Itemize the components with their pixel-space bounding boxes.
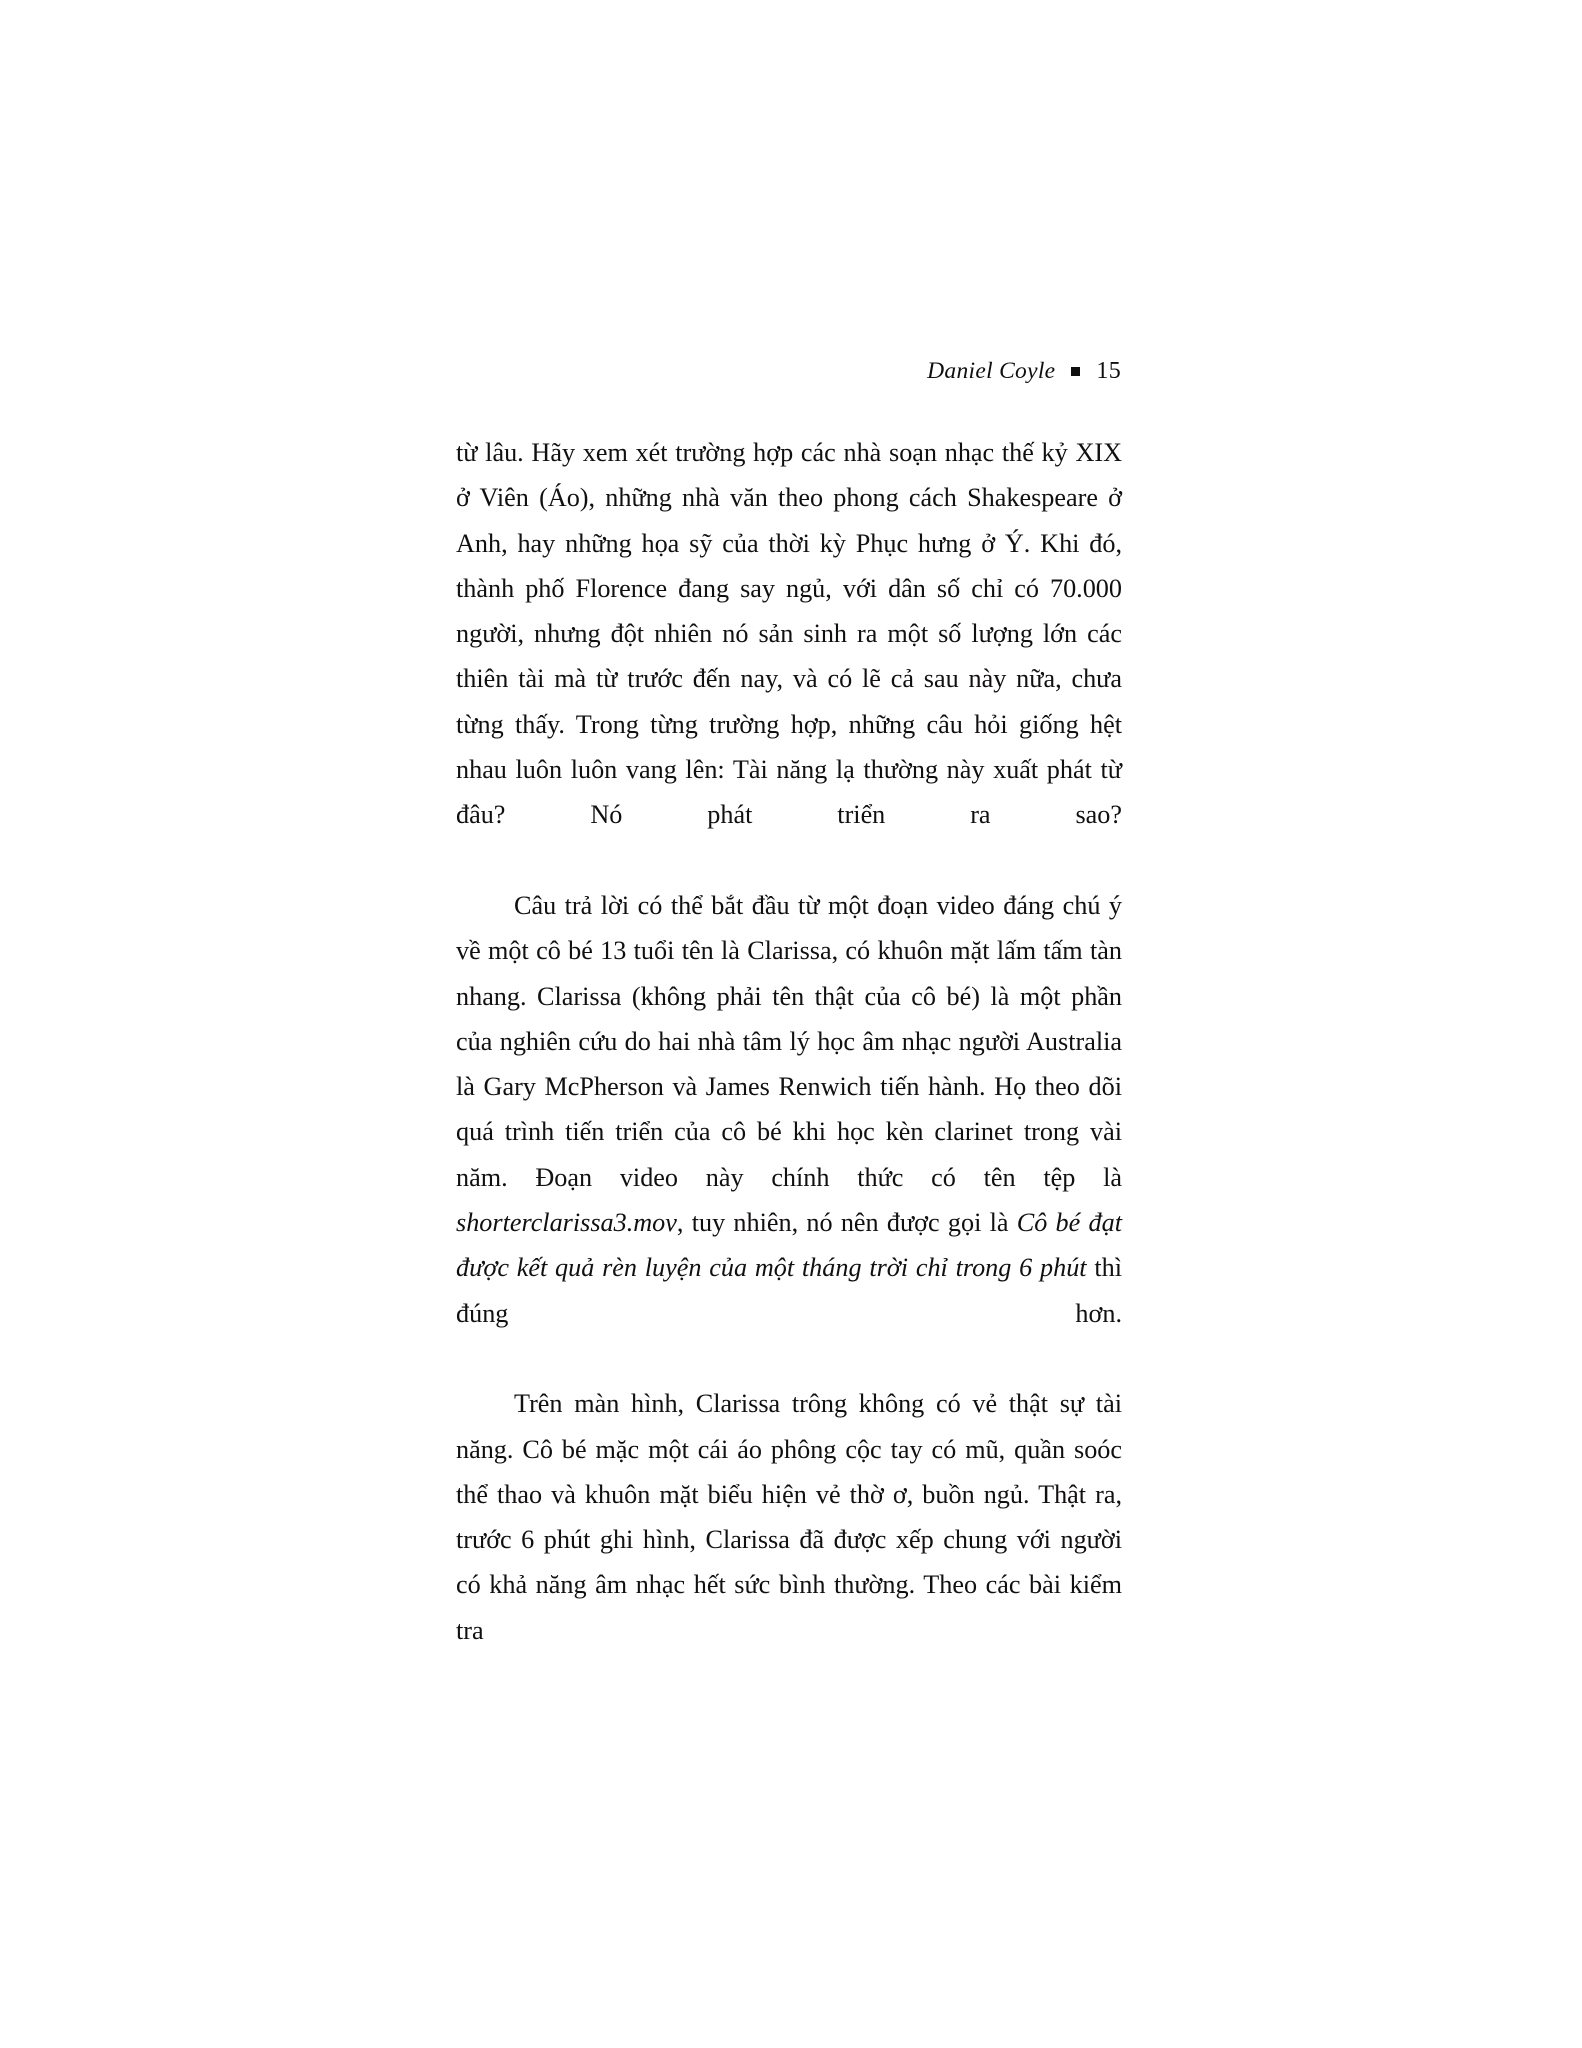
paragraph bbox=[456, 883, 1122, 1381]
text-run: Câu trả lời có thể bắt đầu từ một đoạn video đáng chú ý về một cô bé 13 tuổi tên là Clarissa, có khuôn mặt lấm tấm tàn nhang. Clarissa (không phải tên thật của cô bé) là một phần của nghiên cứu do hai nhà tâm lý học âm nhạc người Australia là Gary McPherson và James Renwich tiến hành. Họ theo dõi quá trình tiến triển của cô bé khi học kèn clarinet trong vài năm. Đoạn video này chính thức có tên tệp là bbox=[456, 890, 1122, 1192]
body-text bbox=[456, 430, 1122, 1698]
italic-text: shorterclarissa3.mov bbox=[456, 1208, 677, 1238]
paragraph bbox=[456, 1381, 1122, 1698]
running-head bbox=[456, 358, 1121, 385]
text-run: Trên màn hình, Clarissa trông không có vẻ thật sự tài năng. Cô bé mặc một cái áo phông cộc tay có mũ, quần soóc thể thao và khuôn mặt biểu hiện vẻ thờ ơ, buồn ngủ. Thật ra, trước 6 phút ghi hình, Clarissa đã được xếp chung với người có khả năng âm nhạc hết sức bình thường. Theo các bài kiểm tra bbox=[456, 1389, 1122, 1645]
running-head-author: Daniel Coyle bbox=[927, 358, 1056, 384]
italic-text: Cô bé đạt được kết quả rèn luyện của một tháng trời chỉ trong 6 phút bbox=[456, 1208, 1122, 1283]
text-run: từ lâu. Hãy xem xét trường hợp các nhà soạn nhạc thế kỷ XIX ở Viên (Áo), những nhà văn theo phong cách Shakespeare ở Anh, hay những họa sỹ của thời kỳ Phục hưng ở Ý. Khi đó, thành phố Florence đang say ngủ, với dân số chỉ có 70.000 người, nhưng đột nhiên nó sản sinh ra một số lượng lớn các thiên tài mà từ trước đến nay, và có lẽ cả sau này nữa, chưa từng thấy. Trong từng trường hợp, những câu hỏi giống hệt nhau luôn luôn vang lên: Tài năng lạ thường này xuất phát từ đâu? Nó phát triển ra sao? bbox=[456, 438, 1122, 830]
text-run: thì đúng hơn. bbox=[456, 1253, 1122, 1328]
text-run: , tuy nhiên, nó nên được gọi là bbox=[676, 1208, 1017, 1238]
page-number: 15 bbox=[1096, 358, 1121, 384]
paragraph bbox=[456, 430, 1122, 883]
square-bullet-icon bbox=[1071, 367, 1080, 376]
